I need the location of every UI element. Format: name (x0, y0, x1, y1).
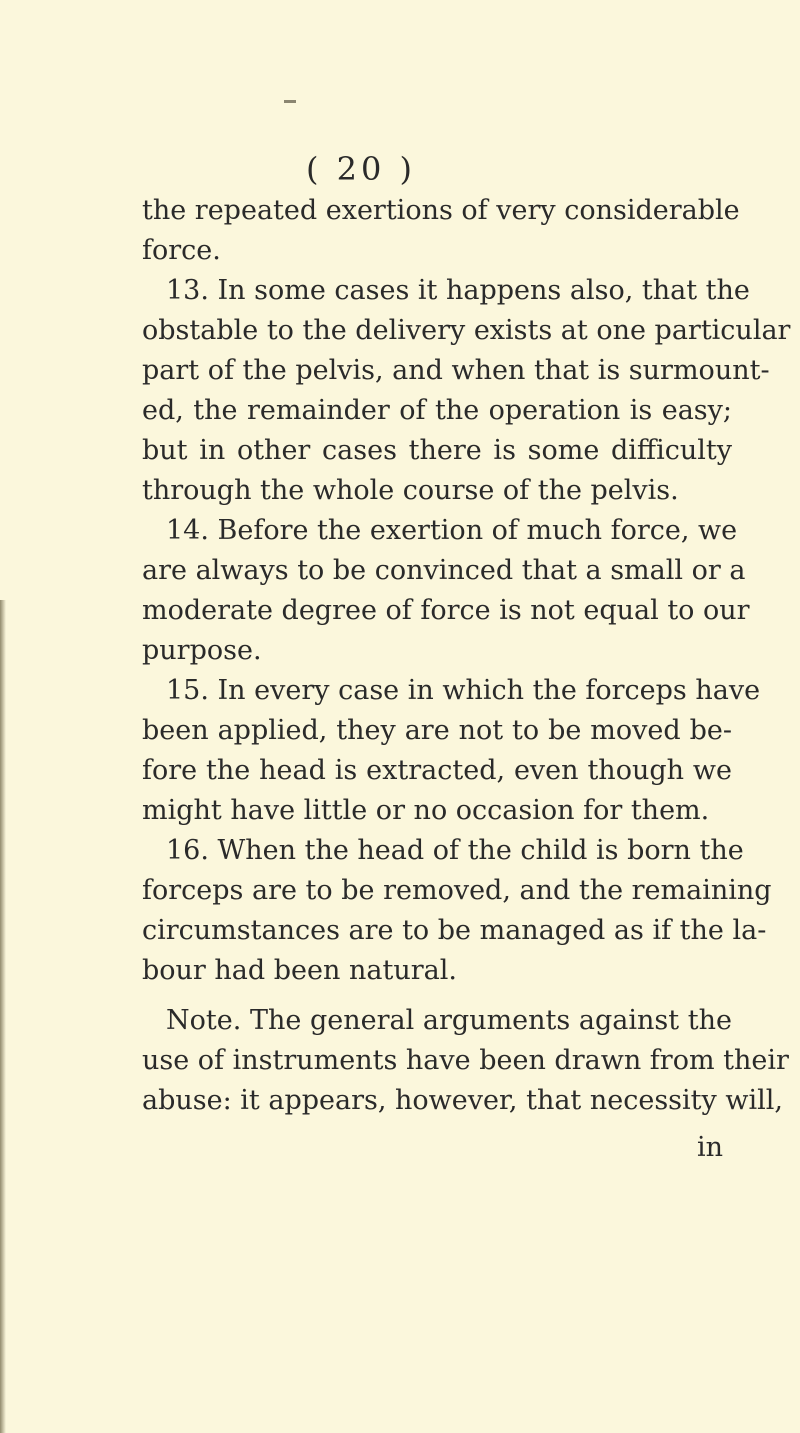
text-line-18: forceps are to be removed, and the remaining (142, 875, 772, 906)
text-line-11: moderate degree of force is not equal to our (142, 595, 750, 626)
text-line-17: 16. When the head of the child is born the (166, 835, 744, 866)
text-line-16: might have little or no occasion for them. (142, 795, 710, 826)
text-line-13: 15. In every case in which the forceps have (166, 675, 761, 706)
text-line-10: are always to be convinced that a small or a (142, 555, 746, 586)
note-line-2: use of instruments have been drawn from their (142, 1045, 789, 1076)
text-line-6: ed, the remainder of the operation is easy; (142, 395, 732, 426)
ink-mark (284, 100, 296, 103)
note-line-1: Note. The general arguments against the (166, 1005, 732, 1036)
text-line-8: through the whole course of the pelvis. (142, 475, 679, 506)
page-number-header: ( 20 ) (305, 150, 417, 188)
text-line-12: purpose. (142, 635, 262, 666)
catchword: in (697, 1132, 724, 1163)
text-line-20: bour had been natural. (142, 955, 457, 986)
text-line-2: force. (142, 235, 221, 266)
text-line-1: the repeated exertions of very considerable (142, 195, 740, 226)
text-line-15: fore the head is extracted, even though we (142, 755, 732, 786)
page-edge-shadow (0, 600, 6, 1433)
text-line-9: 14. Before the exertion of much force, we (166, 515, 738, 546)
text-line-7: but in other cases there is some difficulty (142, 435, 732, 466)
text-line-5: part of the pelvis, and when that is surmount- (142, 355, 770, 386)
text-line-14: been applied, they are not to be moved be- (142, 715, 732, 746)
text-line-3: 13. In some cases it happens also, that the (166, 275, 750, 306)
text-line-4: obstable to the delivery exists at one particular (142, 315, 791, 346)
note-line-3: abuse: it appears, however, that necessity will, (142, 1085, 783, 1116)
text-line-19: circumstances are to be managed as if the la- (142, 915, 767, 946)
